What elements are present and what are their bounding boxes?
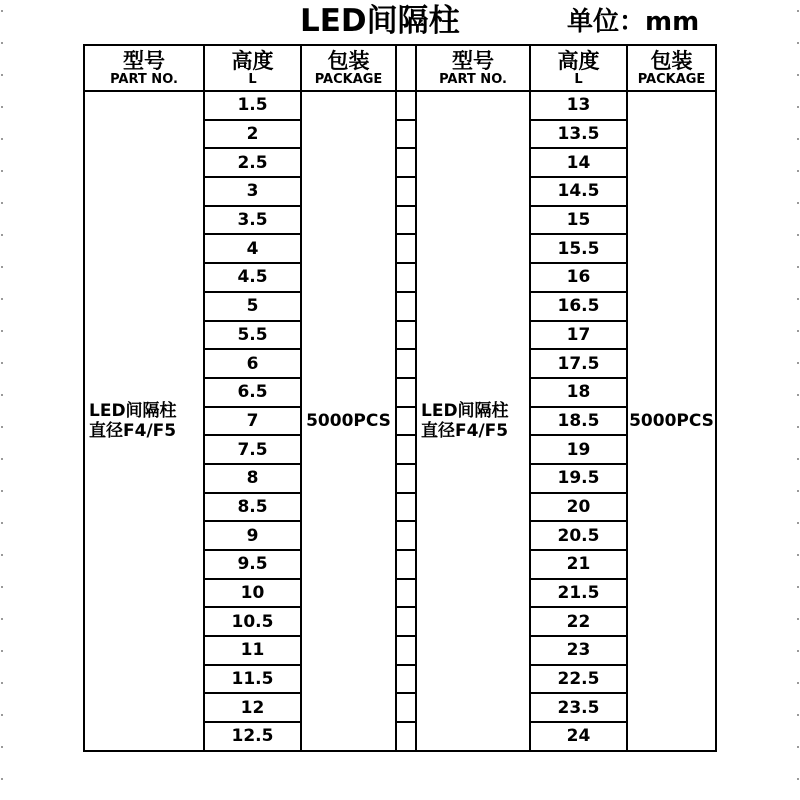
right-height-cell: 21.5 — [530, 579, 627, 608]
separator-cell — [396, 234, 416, 263]
right-height-cell: 24 — [530, 722, 627, 751]
separator-cell — [396, 378, 416, 407]
right-height-cell: 16.5 — [530, 292, 627, 321]
separator-cell — [396, 579, 416, 608]
separator-column — [396, 45, 416, 91]
right-height-cell: 15.5 — [530, 234, 627, 263]
left-model-line2: 直径F4/F5 — [89, 420, 177, 441]
separator-cell — [396, 148, 416, 177]
separator-cell — [396, 349, 416, 378]
right-model-line2: 直径F4/F5 — [421, 420, 509, 441]
left-height-cell: 4.5 — [204, 263, 301, 292]
left-edge-dots — [0, 0, 4, 800]
left-height-cell: 9.5 — [204, 550, 301, 579]
left-model-line1: LED间隔柱 — [89, 400, 177, 421]
left-height-cell: 4 — [204, 234, 301, 263]
separator-cell — [396, 693, 416, 722]
left-height-cell: 9 — [204, 521, 301, 550]
separator-cell — [396, 493, 416, 522]
right-height-cell: 13 — [530, 91, 627, 120]
spec-sheet — [83, 44, 715, 796]
page-title: LED间隔柱 — [300, 3, 460, 39]
right-model-header: 型号 PART NO. — [416, 45, 530, 91]
separator-cell — [396, 636, 416, 665]
left-height-cell: 10.5 — [204, 607, 301, 636]
separator-cell — [396, 665, 416, 694]
separator-cell — [396, 206, 416, 235]
left-height-cell: 3.5 — [204, 206, 301, 235]
right-model-cell — [416, 91, 530, 751]
separator-cell — [396, 607, 416, 636]
right-height-cell: 19 — [530, 435, 627, 464]
left-height-cell: 8.5 — [204, 493, 301, 522]
left-height-cell: 1.5 — [204, 91, 301, 120]
left-height-cell: 6 — [204, 349, 301, 378]
left-height-cell: 8 — [204, 464, 301, 493]
separator-cell — [396, 91, 416, 120]
left-height-cell: 11.5 — [204, 665, 301, 694]
left-package-cell: 5000PCS — [301, 91, 396, 751]
left-height-cell: 3 — [204, 177, 301, 206]
separator-cell — [396, 321, 416, 350]
right-height-cell: 21 — [530, 550, 627, 579]
right-height-cell: 20.5 — [530, 521, 627, 550]
right-height-cell: 22.5 — [530, 665, 627, 694]
right-edge-dots — [796, 0, 800, 800]
header-row — [84, 45, 716, 91]
unit-label: 单位：mm — [567, 7, 700, 37]
separator-cell — [396, 464, 416, 493]
right-height-cell: 13.5 — [530, 120, 627, 149]
left-height-header: 高度 L — [204, 45, 301, 91]
left-height-cell: 2.5 — [204, 148, 301, 177]
left-height-cell: 12 — [204, 693, 301, 722]
spec-table — [83, 44, 717, 752]
left-height-cell: 12.5 — [204, 722, 301, 751]
separator-cell — [396, 550, 416, 579]
left-height-cell: 5.5 — [204, 321, 301, 350]
right-height-cell: 17 — [530, 321, 627, 350]
left-model-header: 型号 PART NO. — [84, 45, 204, 91]
right-package-cell: 5000PCS — [627, 91, 716, 751]
left-height-cell: 11 — [204, 636, 301, 665]
right-height-cell: 14.5 — [530, 177, 627, 206]
separator-cell — [396, 263, 416, 292]
left-height-cell: 2 — [204, 120, 301, 149]
left-height-cell: 7 — [204, 407, 301, 436]
right-height-header: 高度 L — [530, 45, 627, 91]
left-model-cell — [84, 91, 204, 751]
separator-cell — [396, 722, 416, 751]
left-package-header: 包装 PACKAGE — [301, 45, 396, 91]
separator-cell — [396, 521, 416, 550]
right-height-cell: 19.5 — [530, 464, 627, 493]
right-height-cell: 22 — [530, 607, 627, 636]
right-height-cell: 18 — [530, 378, 627, 407]
right-model-line1: LED间隔柱 — [421, 400, 509, 421]
right-height-cell: 17.5 — [530, 349, 627, 378]
separator-cell — [396, 292, 416, 321]
separator-cell — [396, 435, 416, 464]
separator-cell — [396, 407, 416, 436]
left-height-cell: 10 — [204, 579, 301, 608]
right-height-cell: 16 — [530, 263, 627, 292]
right-height-cell: 23.5 — [530, 693, 627, 722]
left-height-cell: 6.5 — [204, 378, 301, 407]
right-height-cell: 23 — [530, 636, 627, 665]
right-height-cell: 18.5 — [530, 407, 627, 436]
right-package-header: 包装 PACKAGE — [627, 45, 716, 91]
right-height-cell: 15 — [530, 206, 627, 235]
right-height-cell: 20 — [530, 493, 627, 522]
right-height-cell: 14 — [530, 148, 627, 177]
left-height-cell: 7.5 — [204, 435, 301, 464]
separator-cell — [396, 177, 416, 206]
table-row — [84, 91, 716, 120]
separator-cell — [396, 120, 416, 149]
left-height-cell: 5 — [204, 292, 301, 321]
